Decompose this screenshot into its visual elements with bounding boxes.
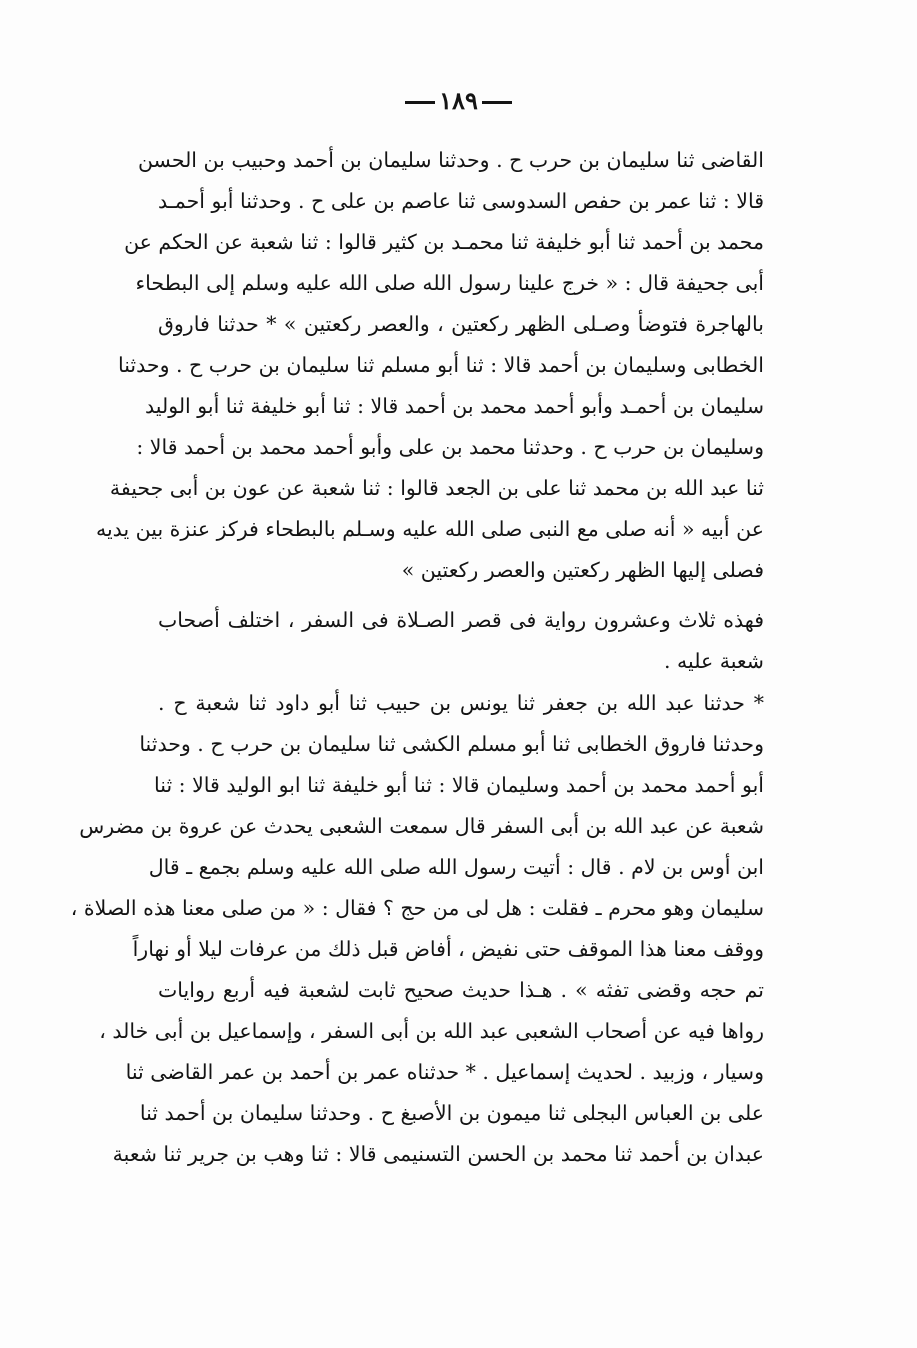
text-line: رواها فيه عن أصحاب الشعبى عبد الله بن أبى السفر ، وإسماعيل بن أبى خالد ، — [99, 1019, 764, 1043]
text-line: عبدان بن أحمد ثنا محمد بن الحسن التسنيمى قالا : ثنا وهب بن جرير ثنا شعبة — [112, 1142, 764, 1166]
page-number — [0, 86, 917, 115]
text-line: * حدثنا عبد الله بن جعفر ثنا يونس بن حبيب ثنا أبو داود ثنا شعبة ح . — [158, 691, 764, 715]
text-line: ووقف معنا هذا الموقف حتى نفيض ، أفاض قبل ذلك من عرفات ليلا أو نهاراً — [132, 937, 764, 961]
text-line: ابن أوس بن لام . قال : أتيت رسول الله صلى الله عليه وسلم بجمع ـ قال — [148, 855, 764, 879]
paragraph-hadith-urwa — [70, 683, 764, 1175]
text-line: قالا : ثنا عمر بن حفص السدوسى ثنا عاصم بن على ح . وحدثنا أبو أحمـد — [158, 189, 764, 213]
text-line: سليمان وهو محرم ـ فقلت : هل لى من حج ؟ فقال : « من صلى معنا هذه الصلاة ، — [70, 896, 764, 920]
paragraph-summary — [158, 600, 764, 682]
text-line: وحدثنا فاروق الخطابى ثنا أبو مسلم الكشى ثنا سليمان بن حرب ح . وحدثنا — [139, 732, 764, 756]
text-line: فصلى إليها الظهر ركعتين والعصر ركعتين » — [401, 558, 764, 582]
page-number-right-dash — [482, 101, 512, 104]
text-line: عن أبيه « أنه صلى مع النبى صلى الله عليه وسـلم بالبطحاء فركز عنزة بين يديه — [95, 517, 764, 541]
page-number-left-dash — [405, 101, 435, 104]
text-line: الخطابى وسليمان بن أحمد قالا : ثنا أبو مسلم ثنا سليمان بن حرب ح . وحدثنا — [118, 353, 764, 377]
text-line: فهذه ثلاث وعشرون رواية فى قصر الصـلاة فى السفر ، اختلف أصحاب — [158, 608, 764, 632]
text-line: محمد بن أحمد ثنا أبو خليفة ثنا محمـد بن كثير قالوا : ثنا شعبة عن الحكم عن — [124, 230, 764, 254]
text-line: وسليمان بن حرب ح . وحدثنا محمد بن على وأبو أحمد محمد بن أحمد قالا : — [136, 435, 764, 459]
text-line: سليمان بن أحمـد وأبو أحمد محمد بن أحمد قالا : ثنا أبو خليفة ثنا أبو الوليد — [145, 394, 764, 418]
text-line: أبو أحمد محمد بن أحمد وسليمان قالا : ثنا أبو خليفة ثنا ابو الوليد قالا : ثنا — [154, 773, 764, 797]
paragraph-isnad-continuation — [95, 140, 764, 591]
text-line: أبى جحيفة قال : « خرج علينا رسول الله صلى الله عليه وسلم إلى البطحاء — [135, 271, 764, 295]
text-line: على بن العباس البجلى ثنا ميمون بن الأصبغ ح . وحدثنا سليمان بن أحمد ثنا — [139, 1101, 764, 1125]
text-line: وسيار ، وزبيد . لحديث إسماعيل . * حدثناه عمر بن أحمد بن عمر القاضى ثنا — [125, 1060, 764, 1084]
text-line: شعبة عن عبد الله بن أبى السفر قال سمعت الشعبى يحدث عن عروة بن مضرس — [79, 814, 764, 838]
text-line: ثنا عبد الله بن محمد ثنا على بن الجعد قالوا : ثنا شعبة عن عون بن أبى جحيفة — [109, 476, 764, 500]
page-number-text: ١٨٩ — [439, 86, 478, 115]
text-line: بالهاجرة فتوضأ وصـلى الظهر ركعتين ، والعصر ركعتين » * حدثنا فاروق — [158, 312, 764, 336]
text-line: القاضى ثنا سليمان بن حرب ح . وحدثنا سليمان بن أحمد وحبيب بن الحسن — [137, 148, 764, 172]
text-line: شعبة عليه . — [664, 649, 764, 673]
text-line: تم حجه وقضى تفثه » . هـذا حديث صحيح ثابت لشعبة فيه أربع روايات — [158, 978, 764, 1002]
